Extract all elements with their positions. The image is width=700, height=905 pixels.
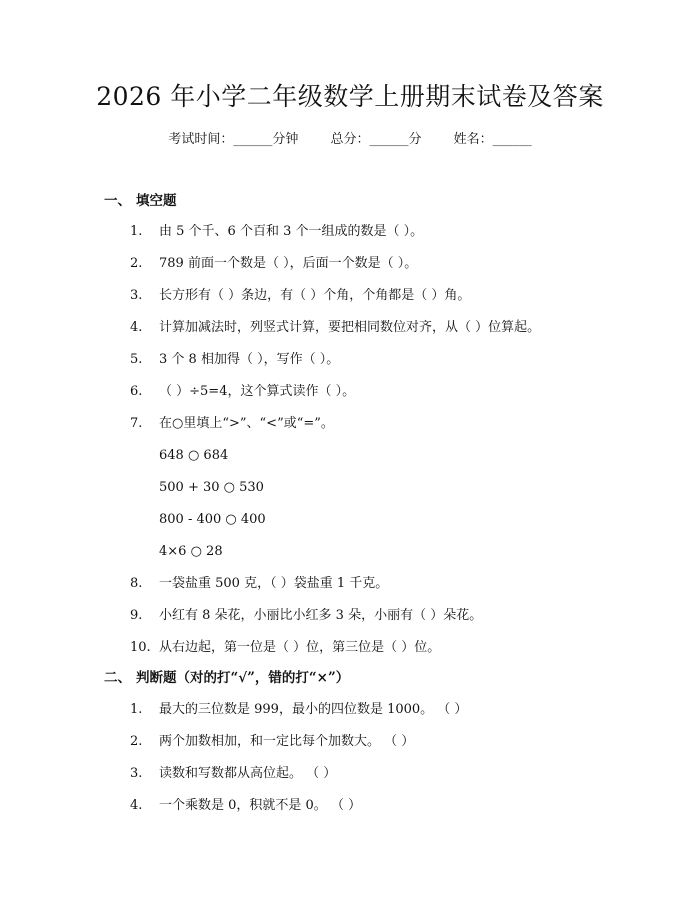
question-text: 一袋盐重 500 克，（ ）袋盐重 1 千克。 <box>159 576 389 591</box>
question-text: 计算加减法时，列竖式计算，要把相同数位对齐，从（ ）位算起。 <box>159 320 541 335</box>
question-item <box>130 286 470 306</box>
question-number: 1. <box>130 224 143 239</box>
question-item <box>130 700 467 720</box>
question-text: 从右边起，第一位是（ ）位，第三位是（ ）位。 <box>159 640 441 655</box>
student-name-field: 姓名：______ <box>453 132 532 147</box>
exam-info <box>0 130 700 150</box>
section-title: 填空题 <box>136 193 177 209</box>
question-number: 3. <box>130 766 143 781</box>
question-item <box>130 606 482 626</box>
question-text: 在○里填上“>”、“<”或“=”。 <box>159 416 334 431</box>
question-item <box>130 574 388 594</box>
comparison-item: 800 - 400 ○ 400 <box>159 512 266 527</box>
section-heading-true-false <box>104 668 349 688</box>
question-number: 10. <box>130 640 151 655</box>
question-item <box>130 318 540 338</box>
question-item <box>130 414 334 434</box>
section-number: 一、 <box>104 193 131 209</box>
question-text: 两个加数相加，和一定比每个加数大。 （ ） <box>159 734 415 749</box>
question-text: 一个乘数是 0，积就不是 0。 （ ） <box>159 798 362 813</box>
comparison-item: 4×6 ○ 28 <box>159 544 223 559</box>
question-number: 1. <box>130 702 143 717</box>
question-text: 长方形有（ ）条边，有（ ）个角，个角都是（ ）角。 <box>159 288 471 303</box>
question-item <box>130 350 339 370</box>
page-title: 2026 年小学二年级数学上册期末试卷及答案 <box>96 82 604 111</box>
exam-time-field: 考试时间：______分钟 <box>168 132 299 147</box>
question-number: 4. <box>130 320 143 335</box>
question-number: 2. <box>130 734 143 749</box>
question-number: 7. <box>130 416 143 431</box>
question-number: 3. <box>130 288 143 303</box>
question-text: （ ）÷5=4，这个算式读作（ ）。 <box>159 384 356 399</box>
section-title: 判断题（对的打“√”，错的打“×”） <box>136 670 350 686</box>
question-number: 4. <box>130 798 143 813</box>
question-number: 9. <box>130 608 143 623</box>
question-number: 6. <box>130 384 143 399</box>
question-text: 3 个 8 相加得（ ），写作（ ）。 <box>159 352 340 367</box>
question-text: 789 前面一个数是（ ），后面一个数是（ ）。 <box>159 256 418 271</box>
question-item <box>130 764 336 784</box>
comparison-item: 648 ○ 684 <box>159 448 229 463</box>
section-heading-fill-blank <box>104 191 177 211</box>
comparison-item: 500 + 30 ○ 530 <box>159 480 264 495</box>
question-text: 读数和写数都从高位起。 （ ） <box>159 766 337 781</box>
question-item <box>130 638 440 658</box>
question-item <box>130 382 355 402</box>
section-number: 二、 <box>104 670 131 686</box>
question-item <box>130 732 414 752</box>
question-number: 2. <box>130 256 143 271</box>
question-text: 由 5 个千、6 个百和 3 个一组成的数是（ ）。 <box>159 224 424 239</box>
question-text: 小红有 8 朵花，小丽比小红多 3 朵，小丽有（ ）朵花。 <box>159 608 483 623</box>
question-item <box>130 796 361 816</box>
question-text: 最大的三位数是 999，最小的四位数是 1000。 （ ） <box>159 702 468 717</box>
question-item <box>130 254 417 274</box>
question-item <box>130 222 423 242</box>
question-number: 8. <box>130 576 143 591</box>
question-number: 5. <box>130 352 143 367</box>
total-score-field: 总分：______分 <box>330 132 422 147</box>
